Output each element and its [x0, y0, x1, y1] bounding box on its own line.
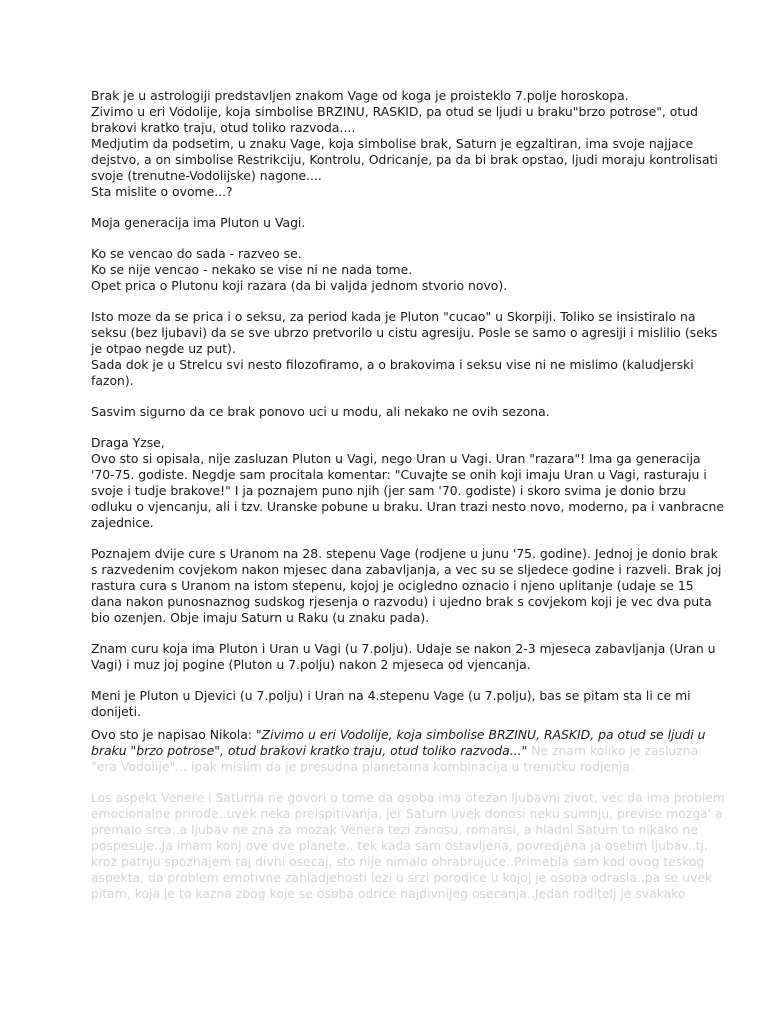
quote-intro: Ovo sto je napisao Nikola:	[91, 727, 256, 742]
text-line: rastura cura s Uranom na istom stepenu, kojoj je ocigledno oznacio i njeno uplitanje (udaje se 15	[91, 578, 694, 593]
text-line: dana nakon punosnaznog sudskog rjesenja o razvodu) i ujedno brak s covjekom koji je vec dva puta	[91, 594, 712, 609]
faded-text-line: aspekta, da problem emotivne zahladjenosti lezi u srzi porodice u kojoj je osoba odrasla..pa se uvek	[91, 870, 713, 885]
text-line: Draga Yzse,	[91, 435, 165, 450]
text-line: zajednice.	[91, 515, 154, 530]
text-line: Ovo sto si opisala, nije zasluzan Pluton u Vagi, nego Uran u Vagi. Uran "razara"! Ima ga generacija	[91, 451, 701, 466]
paragraph	[91, 641, 716, 673]
text-line: svoje (trenutne-Vodolijske) nagone....	[91, 168, 322, 183]
text-line: dejstvo, a on simbolise Restrikciju, Kontrolu, Odricanje, pa da bi brak opstao, ljudi moraju kontrolisati	[91, 152, 718, 167]
quote-text-2: braku "brzo potrose", otud brakovi kratko traju, otud toliko razvoda..."	[91, 743, 528, 758]
document-body	[91, 88, 724, 735]
text-line: s razvedenim covjekom nakon mjesec dana zabavljanja, a vec su se sljedece godine i razveli. Brak joj	[91, 562, 722, 577]
text-line: seksu (bez ljubavi) da se sve ubrzo pretvorilo u cistu agresiju. Posle se samo o agresiji i mislilio (seks	[91, 325, 718, 340]
text-line: Brak je u astrologiji predstavljen znakom Vage od koga je proisteklo 7.polje horoskopa.	[91, 88, 629, 103]
faded-line-3: "era Vodolije"... ipak mislim da je presudna planetarna kombinacija u trenutku rodjenja.	[91, 759, 634, 774]
quote-line-2	[91, 743, 699, 759]
text-line: Sada dok je u Strelcu svi nesto filozofiramo, a o brakovima i seksu vise ni ne mislimo (kaludjerski	[91, 357, 694, 372]
quote-paragraph	[91, 727, 706, 775]
paragraph	[91, 435, 724, 531]
faded-text-line: pospesuje..Ja imam konj ove dve planete.. tek kada sam ostavljena, povredjena ja osetim ljubav..tj.	[91, 838, 708, 853]
text-line: Sasvim sigurno da ce brak ponovo uci u modu, ali nekako ne ovih sezona.	[91, 404, 550, 419]
text-line: svoje i tudje brakove!" I ja poznajem puno njih (jer sam '70. godiste) i skoro svima je donio brzu	[91, 483, 686, 498]
text-line: Meni je Pluton u Djevici (u 7.polju) i Uran na 4.stepenu Vage (u 7.polju), bas se pitam sta li ce mi	[91, 688, 691, 703]
paragraph	[91, 88, 718, 200]
text-line: Poznajem dvije cure s Uranom na 28. stepenu Vage (rodjene u junu '75. godine). Jednoj je donio brak	[91, 546, 718, 561]
quote-line-1	[91, 727, 706, 743]
text-line: brakovi kratko traju, otud toliko razvoda....	[91, 120, 356, 135]
text-line: Ko se vencao do sada - razveo se.	[91, 246, 302, 261]
paragraph	[91, 546, 722, 626]
faded-text-line: kroz patnju spoznajem taj divni osecaj, sto nije nimalo ohrabrujuce..Primetila sam kod ovog teskog	[91, 854, 705, 869]
text-line: Opet prica o Plutonu koji razara (da bi valjda jednom stvorio novo).	[91, 278, 508, 293]
text-line: Vagi) i muz joj pogine (Pluton u 7.polju) nakon 2 mjeseca od vjencanja.	[91, 657, 531, 672]
text-line: je otpao negde uz put).	[91, 341, 236, 356]
text-line: odluku o vjencanju, ali i tzv. Uranske pobune u braku. Uran trazi nesto novo, moderno, pa i vanbracne	[91, 499, 724, 514]
quote-section	[91, 727, 725, 917]
faded-paragraph	[91, 790, 725, 902]
paragraph	[91, 404, 691, 420]
text-line: Medjutim da podsetim, u znaku Vage, koja simbolise brak, Saturn je egzaltiran, ima svoje najjace	[91, 136, 694, 151]
paragraph	[91, 246, 691, 294]
faded-text-line: premalo srca..a ljubav ne zna za mozak Venera tezi zanosu, romansi, a hladni Saturn to nikako ne	[91, 822, 699, 837]
faded-text-line: pitam, koja je to kazna zbog koje se osoba odrice najdivnijeg osecanja..Jedan roditelj je svakako	[91, 886, 686, 901]
text-line: Sta mislite o ovome...?	[91, 184, 233, 199]
text-line: '70-75. godiste. Negdje sam procitala komentar: "Cuvajte se onih koji imaju Uran u Vagi, rasturaju i	[91, 467, 707, 482]
faded-text-line: Los aspekt Venere i Saturna ne govori o tome da osoba ima otezan ljubavni zivot, vec da ima problem	[91, 790, 725, 805]
text-line: Ko se nije vencao - nekako se vise ni ne nada tome.	[91, 262, 413, 277]
text-line: fazon).	[91, 373, 134, 388]
text-line: Znam curu koja ima Pluton i Uran u Vagi (u 7.polju). Udaje se nakon 2-3 mjeseca zabavljanja (Uran u	[91, 641, 716, 656]
text-line: Moja generacija ima Pluton u Vagi.	[91, 215, 306, 230]
text-line: Zivimo u eri Vodolije, koja simbolise BRZINU, RASKID, pa otud se ljudi u braku"brzo potrose", otud	[91, 104, 698, 119]
quote-text-1: "Zivimo u eri Vodolije, koja simbolise BRZINU, RASKID, pa otud se ljudi u	[255, 727, 706, 742]
faded-text-line: emocionalne prirode..uvek neka preispitivanja, jer Saturn uvek donosi neku sumnju, previse mozga' a	[91, 806, 723, 821]
text-line: Isto moze da se prica i o seksu, za period kada je Pluton "cucao" u Skorpiji. Toliko se insistiralo na	[91, 309, 696, 324]
faded-tail: Ne znam koliko je zasluzna	[527, 743, 699, 758]
paragraph	[91, 688, 691, 720]
paragraph	[91, 215, 691, 231]
paragraph	[91, 309, 718, 389]
text-line: donijeti.	[91, 704, 142, 719]
text-line: bio ozenjen. Obje imaju Saturn u Raku (u znaku pada).	[91, 610, 430, 625]
